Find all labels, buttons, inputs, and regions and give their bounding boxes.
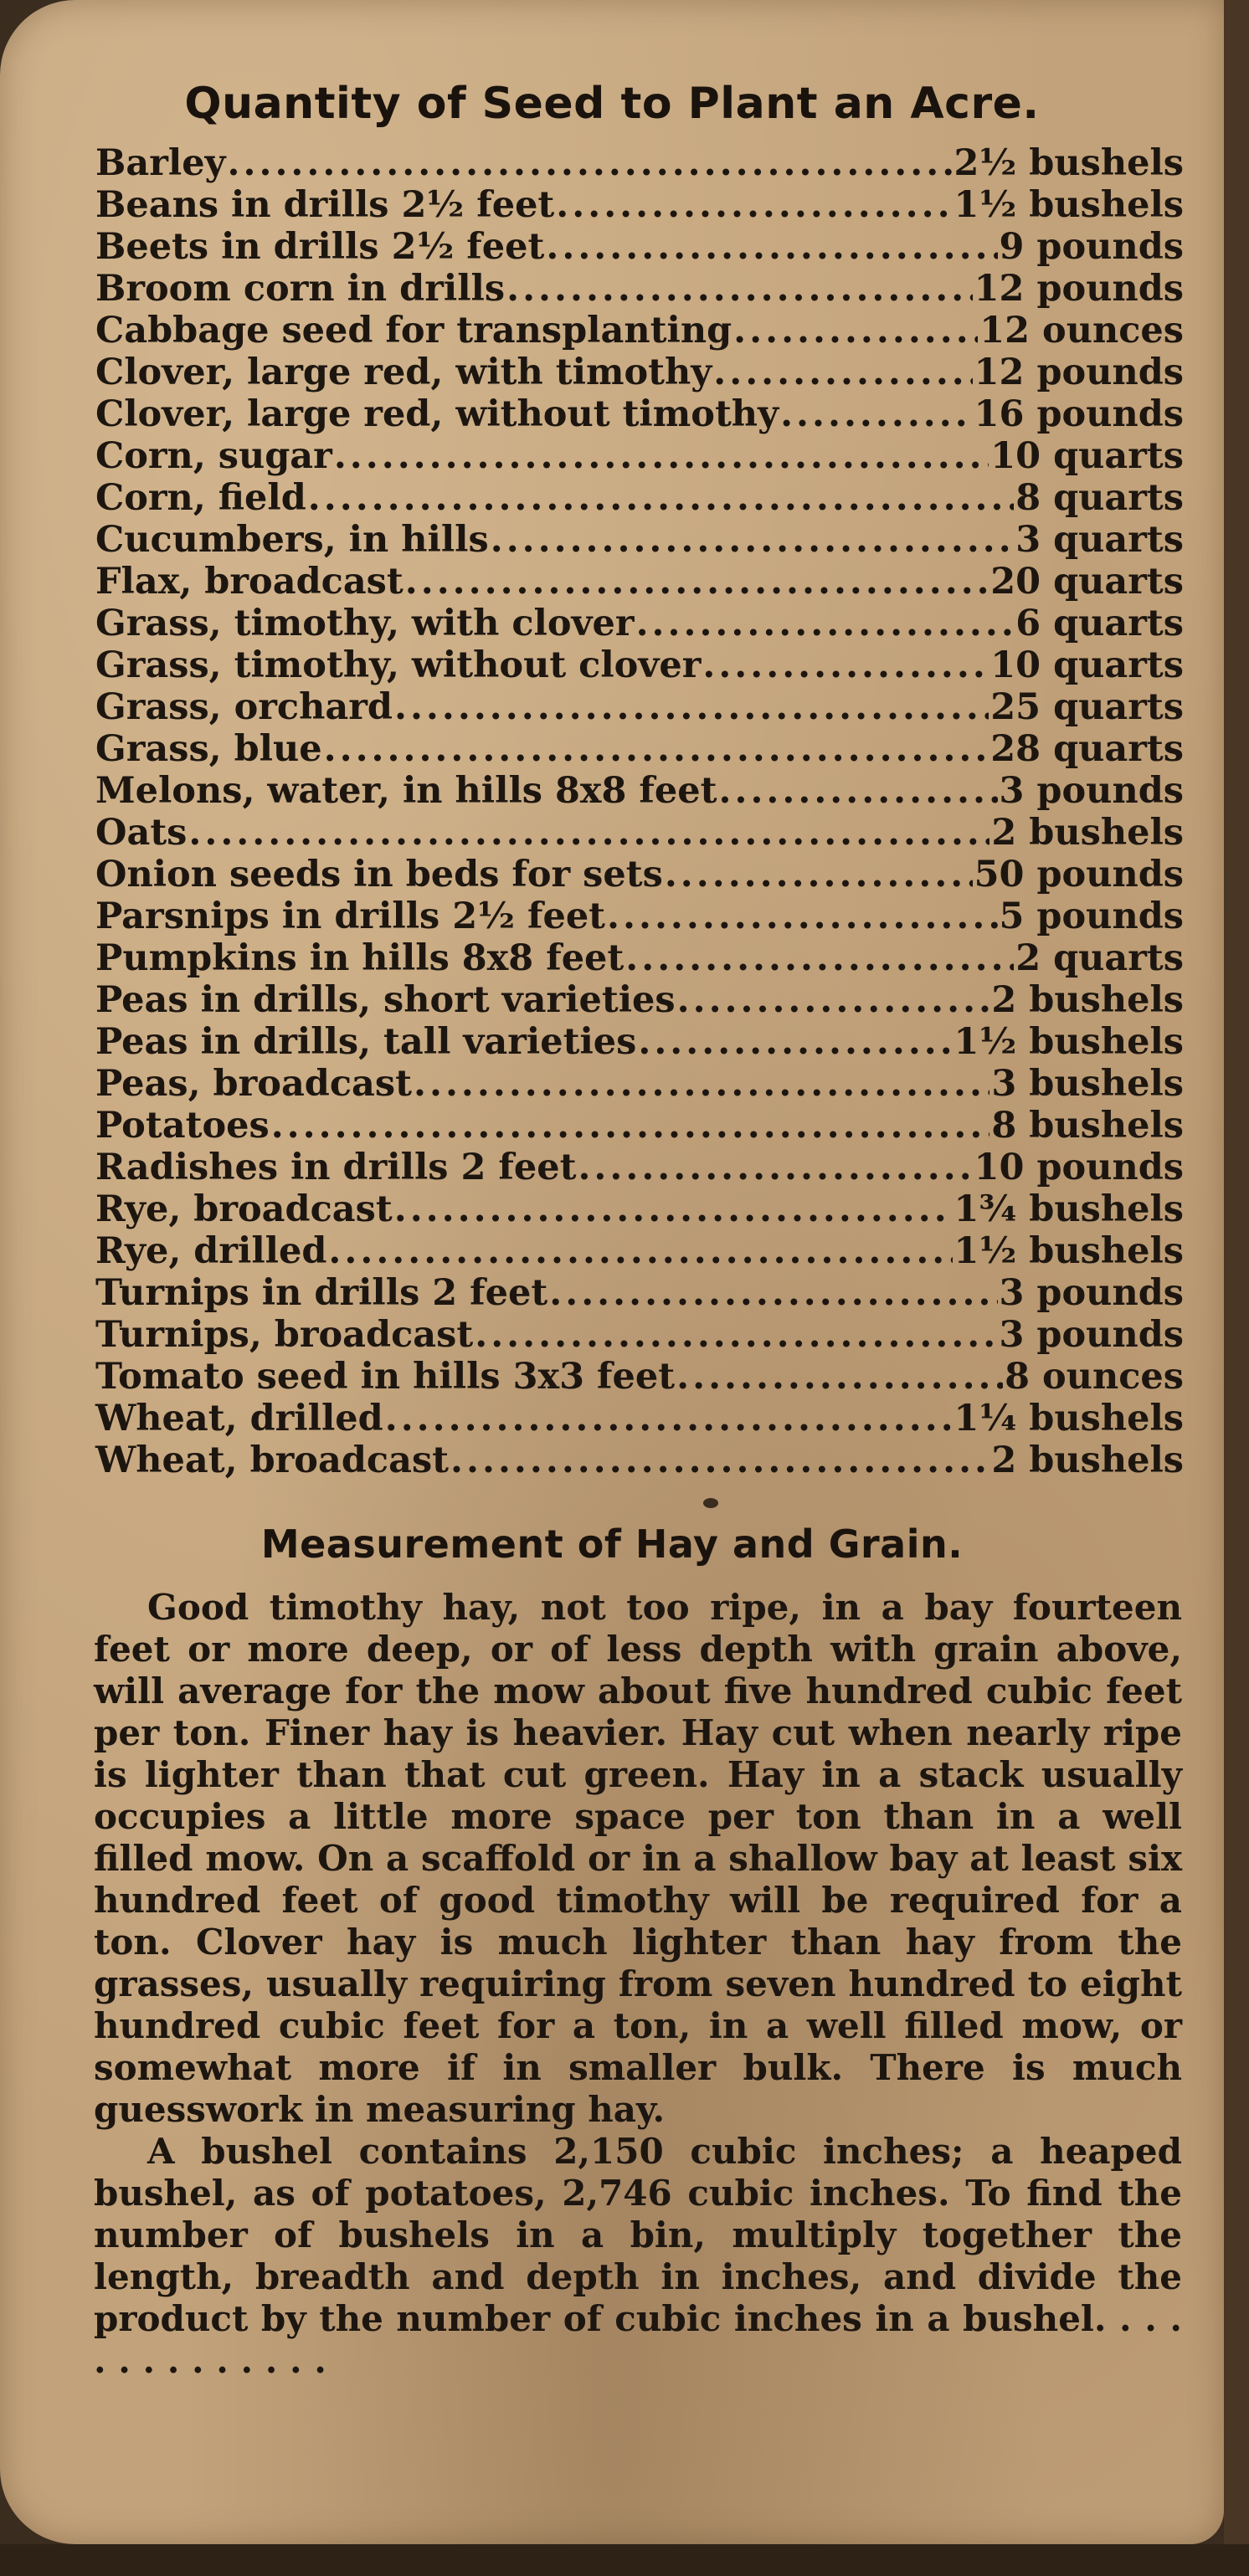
seed-row	[95, 393, 1184, 435]
seed-row	[95, 770, 1184, 812]
seed-crop-name: Barley	[95, 142, 226, 184]
dot-leader	[733, 310, 978, 352]
seed-row	[95, 477, 1184, 519]
dot-leader	[546, 226, 997, 268]
dot-leader	[414, 1063, 989, 1105]
seed-crop-name: Grass, blue	[95, 728, 322, 770]
seed-row	[95, 226, 1184, 268]
seed-crop-name: Cabbage seed for transplanting	[95, 310, 732, 352]
seed-row	[95, 854, 1184, 895]
seed-crop-name: Rye, drilled	[95, 1230, 327, 1272]
dot-leader	[702, 644, 989, 686]
seed-row	[95, 184, 1184, 226]
seed-row	[95, 1230, 1184, 1272]
dot-leader	[475, 1314, 997, 1356]
seed-quantity: 3 pounds	[999, 770, 1184, 812]
seed-row	[95, 1439, 1184, 1481]
seed-row	[95, 1314, 1184, 1356]
dot-leader	[719, 770, 998, 812]
dot-leader	[506, 268, 973, 310]
seed-crop-name: Turnips, broadcast	[95, 1314, 474, 1356]
hay-paragraph-1: Good timothy hay, not too ripe, in a bay fourteen feet or more deep, or of less depth with grain above, will average for the mow about five hundred cubic feet per ton. Finer hay is heavier. Hay cut when nearly ripe is lighter than that cut green. Hay in a stack usually occupies a little more space per ton than in a well filled mow. On a scaffold or in a shallow bay at least six hundred feet of good timothy will be required for a ton. Clover hay is much lighter than hay from the grasses, usually requiring from seven hundred to eight hundred cubic feet for a ton, in a well filled mow, or somewhat more if in smaller bulk. There is much guesswork in measuring hay.	[94, 1587, 1182, 2130]
section-divider-ornament	[703, 1498, 718, 1508]
seed-row	[95, 142, 1184, 184]
dot-leader	[228, 142, 953, 184]
seed-quantity: 2½ bushels	[953, 142, 1184, 184]
seed-quantity: 1½ bushels	[953, 184, 1184, 226]
seed-quantity: 6 quarts	[1015, 603, 1184, 644]
seed-row	[95, 728, 1184, 770]
seed-row	[95, 937, 1184, 979]
seed-quantity: 10 pounds	[974, 1147, 1184, 1188]
dot-leader	[665, 854, 973, 895]
seed-quantity: 2 bushels	[991, 979, 1184, 1021]
seed-row	[95, 1021, 1184, 1063]
seed-row	[95, 1105, 1184, 1147]
seed-quantity: 8 ounces	[1005, 1356, 1184, 1398]
dot-leader	[385, 1398, 953, 1439]
seed-crop-name: Corn, field	[95, 477, 306, 519]
seed-crop-name: Cucumbers, in hills	[95, 519, 489, 561]
dot-leader	[578, 1147, 972, 1188]
seed-quantity: 2 quarts	[1015, 937, 1184, 979]
seed-crop-name: Tomato seed in hills 3x3 feet	[95, 1356, 676, 1398]
seed-quantity: 50 pounds	[974, 854, 1184, 895]
seed-crop-name: Beans in drills 2½ feet	[95, 184, 555, 226]
seed-crop-name: Pumpkins in hills 8x8 feet	[95, 937, 624, 979]
seed-quantity: 12 pounds	[974, 352, 1184, 393]
dot-leader	[607, 895, 998, 937]
seed-crop-name: Grass, orchard	[95, 686, 393, 728]
seed-crop-name: Beets in drills 2½ feet	[95, 226, 545, 268]
seed-crop-name: Melons, water, in hills 8x8 feet	[95, 770, 717, 812]
dot-leader	[625, 937, 1014, 979]
seed-crop-name: Broom corn in drills	[95, 268, 506, 310]
seed-quantity: 2 bushels	[991, 812, 1184, 854]
seed-quantity: 25 quarts	[990, 686, 1184, 728]
dot-leader	[556, 184, 952, 226]
seed-row	[95, 1272, 1184, 1314]
seed-row	[95, 812, 1184, 854]
seed-quantity: 1½ bushels	[953, 1230, 1184, 1272]
seed-crop-name: Rye, broadcast	[95, 1188, 393, 1230]
seed-crop-name: Flax, broadcast	[95, 561, 403, 603]
dot-leader	[405, 561, 989, 603]
seed-crop-name: Onion seeds in beds for sets	[95, 854, 663, 895]
seed-quantity: 3 quarts	[1015, 519, 1184, 561]
seed-crop-name: Peas, broadcast	[95, 1063, 412, 1105]
seed-row	[95, 1147, 1184, 1188]
seed-quantity: 28 quarts	[990, 728, 1184, 770]
seed-crop-name: Wheat, drilled	[95, 1398, 383, 1439]
seed-row	[95, 644, 1184, 686]
dot-leader	[713, 352, 972, 393]
seed-row	[95, 1063, 1184, 1105]
seed-crop-name: Parsnips in drills 2½ feet	[95, 895, 606, 937]
seed-crop-name: Peas in drills, short varieties	[95, 979, 676, 1021]
seed-crop-name: Potatoes	[95, 1105, 270, 1147]
seed-row	[95, 686, 1184, 728]
seed-crop-name: Turnips in drills 2 feet	[95, 1272, 548, 1314]
hay-paragraph-2: A bushel contains 2,150 cubic inches; a heaped bushel, as of potatoes, 2,746 cubic inches. To find the number of bushels in a bin, multiply together the length, breadth and depth in inches, and divide the product by the number of cubic inches in a bushel. . . . . . . . . . . . . .	[94, 2131, 1182, 2381]
seed-quantity: 10 quarts	[990, 435, 1184, 477]
seed-row	[95, 519, 1184, 561]
seed-quantity: 20 quarts	[990, 561, 1184, 603]
seed-quantity: 10 quarts	[990, 644, 1184, 686]
seed-row	[95, 603, 1184, 644]
dot-leader	[324, 728, 989, 770]
seed-crop-name: Oats	[95, 812, 188, 854]
seed-quantity: 12 ounces	[979, 310, 1184, 352]
dot-leader	[450, 1439, 989, 1481]
seed-row	[95, 1398, 1184, 1439]
seed-quantity: 5 pounds	[999, 895, 1184, 937]
seed-quantity: 2 bushels	[991, 1439, 1184, 1481]
dot-leader	[394, 1188, 953, 1230]
seed-crop-name: Grass, timothy, with clover	[95, 603, 635, 644]
book-page-edge	[1224, 0, 1249, 2576]
seed-crop-name: Peas in drills, tall varieties	[95, 1021, 637, 1063]
dot-leader	[271, 1105, 990, 1147]
dot-leader	[394, 686, 989, 728]
seed-quantity: 8 bushels	[991, 1105, 1184, 1147]
dot-leader	[677, 979, 990, 1021]
seed-row	[95, 268, 1184, 310]
seed-quantity: 1¼ bushels	[953, 1398, 1184, 1439]
seed-quantity: 12 pounds	[974, 268, 1184, 310]
seed-row	[95, 310, 1184, 352]
seed-crop-name: Radishes in drills 2 feet	[95, 1147, 577, 1188]
seed-row	[95, 895, 1184, 937]
seed-crop-name: Grass, timothy, without clover	[95, 644, 702, 686]
hay-measurement-title: Measurement of Hay and Grain.	[260, 1521, 964, 1567]
seed-row	[95, 979, 1184, 1021]
seed-row	[95, 561, 1184, 603]
dot-leader	[549, 1272, 997, 1314]
seed-quantity: 8 quarts	[1015, 477, 1184, 519]
seed-row	[95, 435, 1184, 477]
seed-quantity-title: Quantity of Seed to Plant an Acre.	[184, 79, 1040, 129]
dot-leader	[676, 1356, 1003, 1398]
dot-leader	[636, 603, 1015, 644]
dot-leader	[308, 477, 1014, 519]
dot-leader	[780, 393, 973, 435]
seed-quantity: 16 pounds	[974, 393, 1184, 435]
seed-quantity-table	[95, 142, 1184, 1481]
seed-quantity: 9 pounds	[999, 226, 1184, 268]
seed-quantity: 1¾ bushels	[953, 1188, 1184, 1230]
dot-leader	[328, 1230, 952, 1272]
book-bottom-edge	[0, 2544, 1249, 2576]
seed-quantity: 1½ bushels	[953, 1021, 1184, 1063]
seed-quantity: 3 pounds	[999, 1272, 1184, 1314]
seed-crop-name: Clover, large red, without timothy	[95, 393, 779, 435]
seed-crop-name: Corn, sugar	[95, 435, 332, 477]
seed-crop-name: Wheat, broadcast	[95, 1439, 450, 1481]
seed-row	[95, 1356, 1184, 1398]
dot-leader	[334, 435, 989, 477]
dot-leader	[638, 1021, 952, 1063]
dot-leader	[491, 519, 1014, 561]
seed-quantity: 3 pounds	[999, 1314, 1184, 1356]
dot-leader	[188, 812, 989, 854]
seed-crop-name: Clover, large red, with timothy	[95, 352, 712, 393]
seed-quantity: 3 bushels	[991, 1063, 1184, 1105]
hay-measurement-text	[94, 1587, 1182, 2382]
seed-row	[95, 1188, 1184, 1230]
seed-row	[95, 352, 1184, 393]
